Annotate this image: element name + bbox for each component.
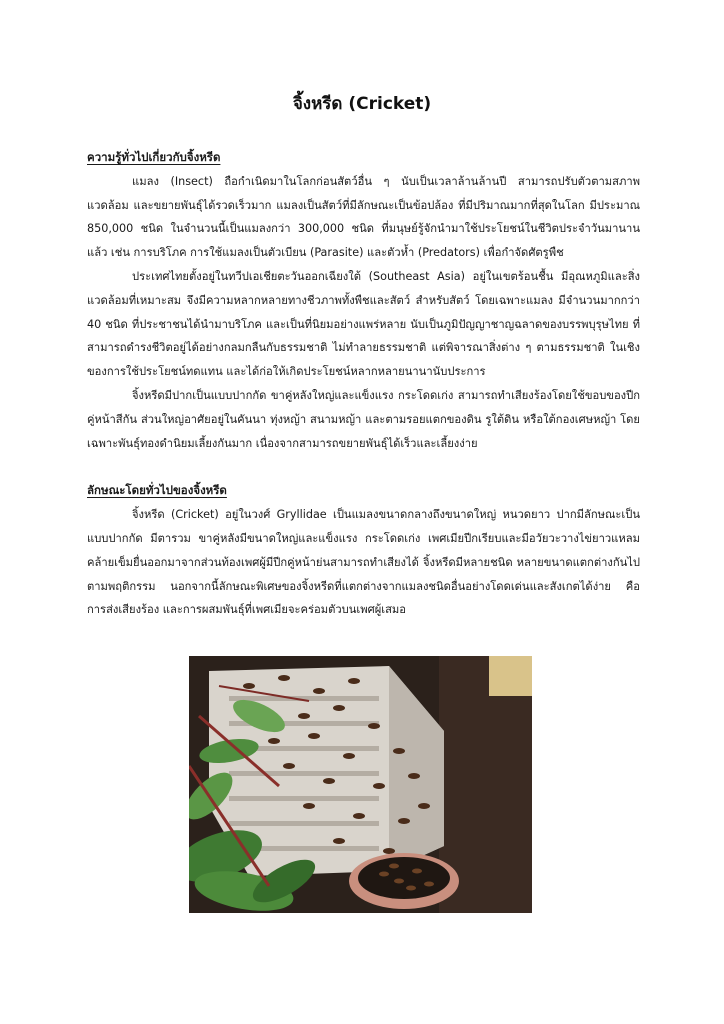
page-title: จิ้งหรีด (Cricket) <box>292 94 432 114</box>
section-spacer <box>87 455 640 479</box>
paragraph: แมลง (Insect) ถือกำเนิดมาในโลกก่อนสัตว์อื่น ๆ นับเป็นเวลาล้านล้านปี สามารถปรับตัวตามสภาพแวดล้อม และขยายพันธุ์ได้รวดเร็วมาก แมลงเป็นสัตว์ที่มีลักษณะเป็นข้อปล้อง ที่มีปริมาณมากที่สุดในโลก มีประมาณ 850,000 ชนิด ในจำนวนนี้เป็นแมลงกว่า 300,000 ชนิด ที่มนุษย์รู้จักนำมาใช้ประโยชน์ในชีวิตประจำวันมานานแล้ว เช่น การบริโภค การใช้แมลงเป็นตัวเบียน (Parasite) และตัวห้ำ (Predators) เพื่อกำจัดศัตรูพืช <box>87 174 640 260</box>
section-heading-characteristics: ลักษณะโดยทั่วไปของจิ้งหรีด <box>87 483 227 498</box>
cricket-bowl <box>349 853 459 909</box>
cricket-farm-illustration <box>189 656 532 913</box>
paragraph: จิ้งหรีด (Cricket) อยู่ในวงศ์ Gryllidae เป็นแมลงขนาดกลางถึงขนาดใหญ่ หนวดยาว ปากมีลักษณะเป็นแบบปากกัด มีตารวม ขาคู่หลังมีขนาดใหญ่และแข็งแรง กระโดดเก่ง เพศเมียปีกเรียบและมีอวัยวะวางไข่ยาวแหลมคล้ายเข็มยื่นออกมาจากส่วนท้องเพศผู้มีปีกคู่หน้าย่นสามารถทำเสียงได้ จิ้งหรีดมีหลายชนิด หลายขนาดแตกต่างกันไปตามพฤติกรรม นอกจากนี้ลักษณะพิเศษของจิ้งหรีดที่แตกต่างจากแมลงชนิดอื่นอย่างโดดเด่นและสังเกตได้ง่าย คือ การส่งเสียงร้อง และการผสมพันธุ์ที่เพศเมียจะคร่อมตัวบนเพศผู้เสมอ <box>87 508 640 617</box>
paragraph: ประเทศไทยตั้งอยู่ในทวีปเอเชียตะวันออกเฉียงใต้ (Southeast Asia) อยู่ในเขตร้อนชื้น มีอุณหภูมิและสิ่งแวดล้อมที่เหมาะสม จึงมีความหลากหลายทางชีวภาพทั้งพืชและสัตว์ สำหรับสัตว์ โดยเฉพาะแมลง มีจำนวนมากกว่า 40 ชนิด ที่ประชาชนได้นำมาบริโภค และเป็นที่นิยมอย่างแพร่หลาย นับเป็นภูมิปัญญาชาญฉลาดของบรรพบุรุษไทย ที่สามารถดำรงชีวิตอยู่ได้อย่างกลมกลืนกับธรรมชาติ ไม่ทำลายธรรมชาติ แต่พิจารณาสิ่งต่าง ๆ ตามธรรมชาติ ในเชิงของการใช้ประโยชน์ทดแทน และได้ก่อให้เกิดประโยชน์หลากหลายนานานับประการ <box>87 269 640 379</box>
paragraph: จิ้งหรีดมีปากเป็นแบบปากกัด ขาคู่หลังใหญ่และแข็งแรง กระโดดเก่ง สามารถทำเสียงร้องโดยใช้ขอบของปีกคู่หน้าสีกัน ส่วนใหญ่อาศัยอยู่ในคันนา ทุ่งหญ้า สนามหญ้า และตามรอยแตกของดิน รูใต้ดิน หรือใต้กองเศษหญ้า โดยเฉพาะพันธุ์ทองดำนิยมเลี้ยงกันมาก เนื่องจากสามารถขยายพันธุ์ได้เร็วและเลี้ยงง่าย <box>87 388 640 450</box>
document-body <box>87 146 640 622</box>
section-heading-general: ความรู้ทั่วไปเกี่ยวกับจิ้งหรีด <box>87 150 221 164</box>
cricket-farm-photo <box>189 656 532 913</box>
